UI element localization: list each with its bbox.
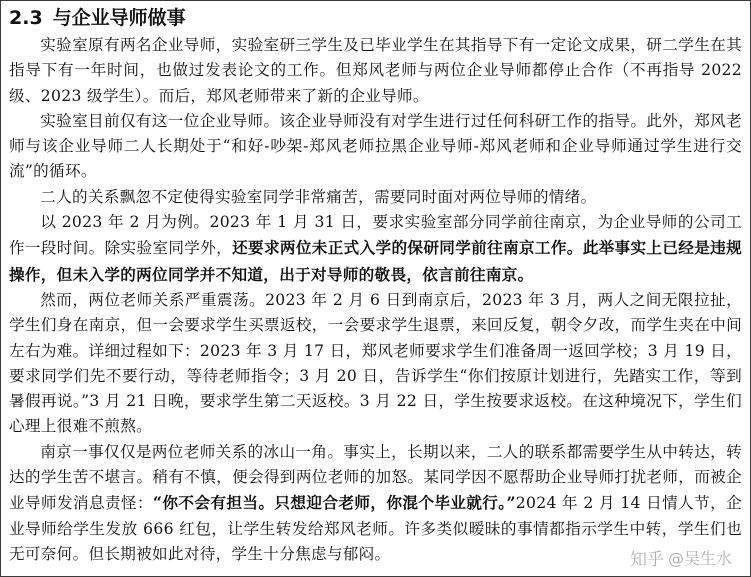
section-title: 与企业导师做事 xyxy=(52,7,186,29)
section-number: 2.3 xyxy=(9,7,43,29)
bold-text-segment: “你不会有担当。只想迎合老师，你混个毕业就行。” xyxy=(152,493,516,513)
section-heading xyxy=(9,5,742,33)
bold-text-segment: 还要求两位未正式入学的保研同学前往南京工作。此举事实上已经是违规操作，但未入学的两位同学并不知道，出于对导师的敬畏，依言前往南京。 xyxy=(9,238,743,284)
text-segment: 实验室目前仅有这一位企业导师。该企业导师没有对学生进行过任何科研工作的指导。此外，郑风老师与该企业导师二人长期处于“和好-吵架-郑风老师拉黑企业导师-郑风老师和企业导师通过学生进行交流”的循环。 xyxy=(9,111,742,181)
paragraph xyxy=(9,33,742,109)
paragraph-list xyxy=(9,33,742,567)
text-segment: 二人的关系飘忽不定使得实验室同学非常痛苦，需要同时面对两位导师的情绪。 xyxy=(40,187,597,206)
text-segment: 南京一事仅仅是两位老师关系的冰山一角。事实上，长期以来，二人的联系都需要学生从中转达，转达的学生苦不堪言。稍有不慎，便会得到两位老师的加怒。某同学因不愿帮助企业导师打扰老师，而被企业导师发消息责怪： xyxy=(9,442,742,513)
text-segment: 然而，两位老师关系严重震荡。2023 年 2 月 6 日到南京后，2023 年 3 月，两人之间无限拉扯，学生们身在南京，但一会要求学生买票返校，一会要求学生退票，来回反复，朝令夕改，而学生夹在中间左右为难。详细过程如下：2023 年 3 月 17 日，郑风老师要求学生们准备周一返回学校；3 月 19 日，要求同学们先不要行动，等待老师指令；3 月 20 日，告诉学生“你们按原计划进行，先踏实工作，等到暑假再说。”3 月 21 日晚，要求学生第二天返校。3 月 22 日，学生按要求返校。在这种境况下，学生们心理上很难不煎熬。 xyxy=(9,290,742,436)
paragraph xyxy=(9,185,742,210)
text-segment: 2024 年 2 月 14 日情人节，企业导师给学生发放 666 红包，让学生转发给郑风老师。许多类似暧昧的事情都指示学生中转，学生们也无可奈何。但长期被如此对待，学生十分焦虑与郁闷。 xyxy=(9,494,743,563)
document-content xyxy=(9,5,742,567)
paragraph xyxy=(9,440,742,567)
paragraph xyxy=(9,210,742,288)
paragraph xyxy=(9,109,742,185)
watermark-handle: @吴生水 xyxy=(667,549,732,568)
paragraph xyxy=(9,288,742,440)
text-segment: 以 2023 年 2 月为例。2023 年 1 月 31 日，要求实验室部分同学前往南京，为企业导师的公司工作一段时间。除实验室同学外， xyxy=(9,213,742,258)
watermark-site: 知乎 xyxy=(629,550,664,570)
text-segment: 实验室原有两名企业导师，实验室研三学生及已毕业学生在其指导下有一定论文成果，研二学生在其指导下有一年时间，也做过发表论文的工作。但郑风老师与两位企业导师都停止合作（不再指导 2022 级、2023 级学生）。而后，郑风老师带来了新的企业导师。 xyxy=(9,36,742,105)
